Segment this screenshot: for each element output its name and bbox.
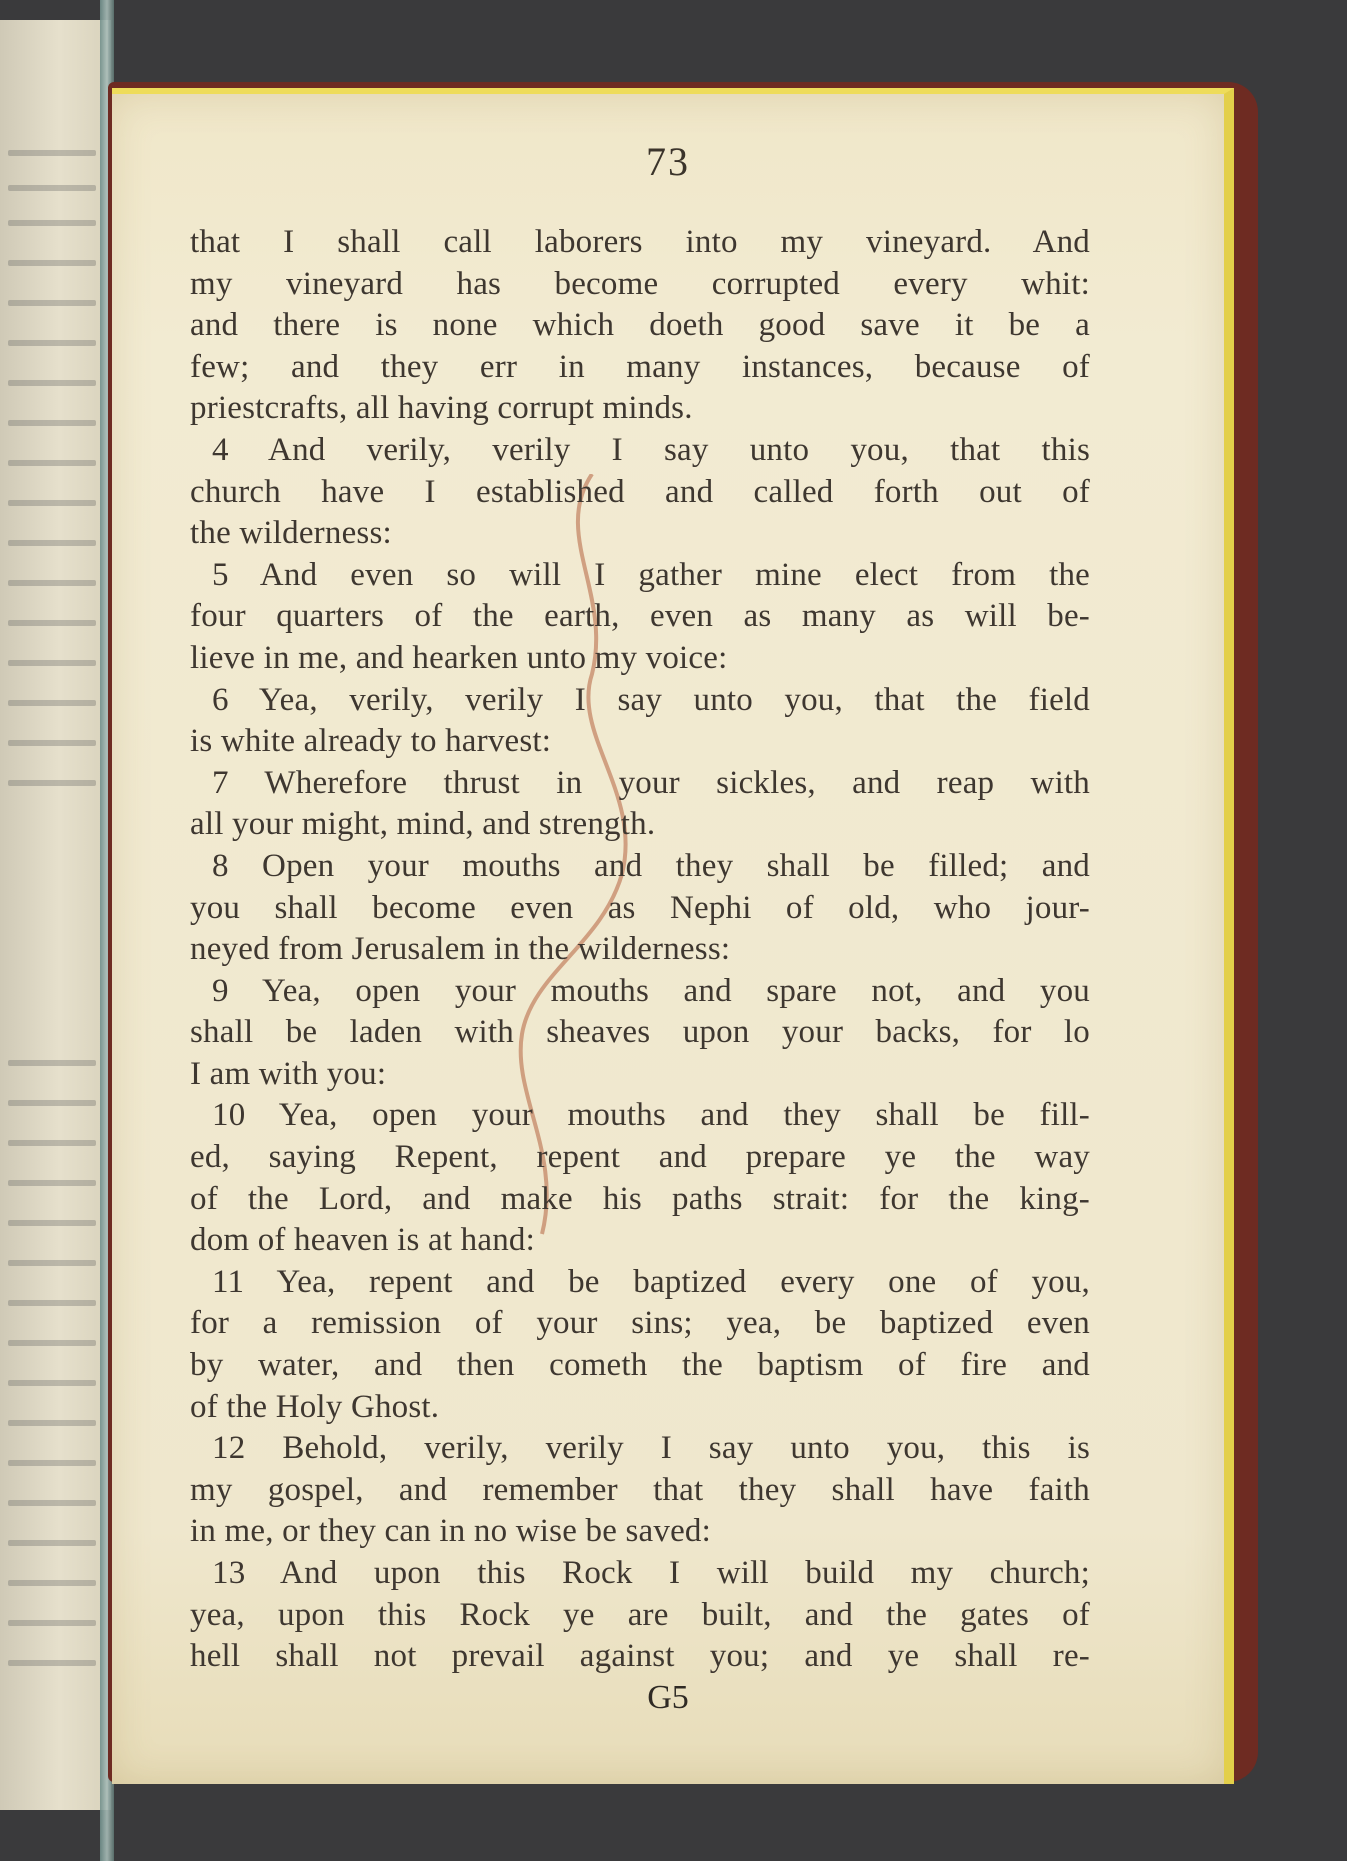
- text-line: church have I established and called forth out of: [190, 473, 1090, 510]
- text-line: is white already to harvest:: [190, 723, 552, 760]
- text-line: 10 Yea, open your mouths and they shall be fill-: [212, 1097, 1090, 1134]
- text-line: of the Holy Ghost.: [190, 1388, 440, 1425]
- text-line: of the Lord, and make his paths strait: for the king-: [190, 1180, 1090, 1217]
- text-line: you shall become even as Nephi of old, who jour-: [190, 889, 1090, 926]
- text-line: ed, saying Repent, repent and prepare ye the way: [190, 1139, 1090, 1176]
- text-line: by water, and then cometh the baptism of fire and: [190, 1347, 1090, 1384]
- text-line: 4 And verily, verily I say unto you, that this: [212, 431, 1090, 468]
- text-line: in me, or they can in no wise be saved:: [190, 1513, 711, 1550]
- signature-mark: G5: [647, 1679, 689, 1716]
- text-line: 8 Open your mouths and they shall be filled; and: [212, 847, 1090, 884]
- text-line: my vineyard has become corrupted every whit:: [190, 265, 1090, 302]
- text-line: my gospel, and remember that they shall have faith: [190, 1471, 1090, 1508]
- text-line: dom of heaven is at hand:: [190, 1222, 535, 1259]
- text-line: that I shall call laborers into my vineyard. And: [190, 224, 1090, 260]
- text-line: hell shall not prevail against you; and ye shall re-: [190, 1638, 1090, 1675]
- text-line: 6 Yea, verily, verily I say unto you, that the field: [212, 681, 1090, 718]
- text-line: 12 Behold, verily, verily I say unto you, this is: [212, 1430, 1090, 1467]
- text-line: I am with you:: [190, 1055, 387, 1092]
- text-line: few; and they err in many instances, because of: [190, 348, 1090, 385]
- text-line: neyed from Jerusalem in the wilderness:: [190, 931, 731, 968]
- facing-left-page: [0, 20, 111, 1810]
- text-line: and there is none which doeth good save it be a: [190, 307, 1090, 344]
- page-number: 73: [646, 139, 690, 184]
- text-line: shall be laden with sheaves upon your backs, for lo: [190, 1014, 1090, 1051]
- text-line: all your might, mind, and strength.: [190, 806, 656, 843]
- text-line: the wilderness:: [190, 515, 392, 552]
- body-text: [190, 222, 1090, 1678]
- text-line: yea, upon this Rock ye are built, and the gates of: [190, 1596, 1090, 1633]
- text-line: 13 And upon this Rock I will build my church;: [212, 1555, 1090, 1591]
- text-line: 5 And even so will I gather mine elect from the: [212, 556, 1090, 593]
- text-line: 7 Wherefore thrust in your sickles, and reap with: [212, 764, 1090, 801]
- book-page: [112, 88, 1234, 1784]
- text-line: lieve in me, and hearken unto my voice:: [190, 639, 728, 676]
- text-line: 9 Yea, open your mouths and spare not, and you: [212, 972, 1090, 1009]
- text-line: priestcrafts, all having corrupt minds.: [190, 390, 693, 427]
- text-line: 11 Yea, repent and be baptized every one of you,: [212, 1263, 1090, 1300]
- text-line: for a remission of your sins; yea, be baptized even: [190, 1305, 1090, 1342]
- text-line: four quarters of the earth, even as many as will be-: [190, 598, 1090, 635]
